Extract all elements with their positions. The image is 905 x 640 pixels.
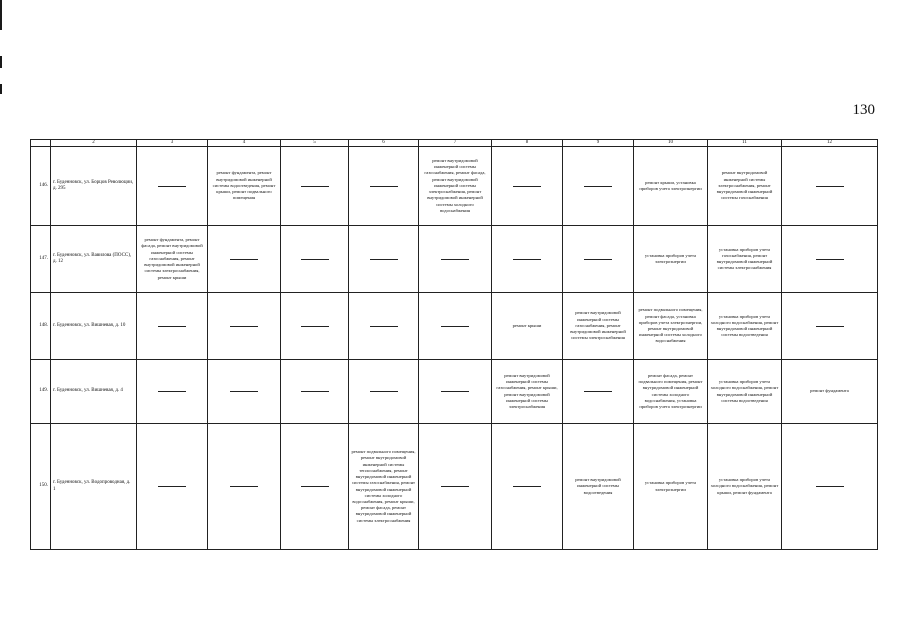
empty-cell-dash [137,360,208,424]
dash-mark [158,186,186,187]
empty-cell-dash [563,226,634,293]
works-cell: ремонт крыши, установка приборов учета электроэнергии [634,147,708,226]
works-cell: ремонт внутридомовой инженерной системы электроснабжения, ремонт внутридомовой инженерной системы газоснабжения [708,147,782,226]
dash-mark [230,486,258,487]
row-number: 148. [31,293,51,360]
address-cell: г. Буденновск, ул. Вишневая, д. 10 [51,293,137,360]
table-row [31,226,878,293]
table-header-row [31,140,878,147]
dash-mark [301,391,329,392]
works-cell: ремонт подвального помещения, ремонт внутридомовой инженерной системы теплоснабжения, ремонт внутридомовой инженерной системы газоснабжения, ремонт внутридомовой инженерной системы холодного водоснабжения, ремонт крыши, ремонт фасада, ремонт внутридомовой инженерной системы электроснабжения [349,424,419,550]
empty-cell-dash [419,226,492,293]
empty-cell-dash [281,293,349,360]
column-number: 3 [137,140,208,147]
empty-cell-dash [563,147,634,226]
dash-mark [158,326,186,327]
table-row [31,293,878,360]
empty-cell-dash [208,360,281,424]
row-number: 149. [31,360,51,424]
dash-mark [158,391,186,392]
dash-mark [301,259,329,260]
dash-mark [370,391,398,392]
address-cell: г. Буденновск, ул. Вавилова (ПОСС), д. 12 [51,226,137,293]
works-cell: установка приборов учета холодного водоснабжения, ремонт крыши, ремонт фундамента [708,424,782,550]
works-cell: ремонт крыши [492,293,563,360]
dash-mark [441,326,469,327]
dash-mark [441,486,469,487]
scan-edge-mark [0,84,2,94]
dash-mark [513,486,541,487]
dash-mark [301,186,329,187]
empty-cell-dash [782,226,878,293]
empty-cell-dash [563,360,634,424]
dash-mark [513,186,541,187]
works-cell: ремонт фундамента, ремонт внутридомовой инженерной системы водоотведения, ремонт крыши, ремонт подвального помещения [208,147,281,226]
dash-mark [370,259,398,260]
column-number: 12 [782,140,878,147]
empty-cell-dash [281,424,349,550]
row-number: 146. [31,147,51,226]
empty-cell-dash [419,293,492,360]
dash-mark [816,326,844,327]
column-number: 5 [281,140,349,147]
dash-mark [370,186,398,187]
empty-cell-dash [492,424,563,550]
dash-mark [816,486,844,487]
dash-mark [230,326,258,327]
works-cell: ремонт внутридомовой инженерной системы водоотведения [563,424,634,550]
empty-cell-dash [782,147,878,226]
column-number: 6 [349,140,419,147]
dash-mark [441,391,469,392]
empty-cell-dash [281,147,349,226]
scan-edge-mark [0,0,2,30]
empty-cell-dash [349,147,419,226]
dash-mark [584,186,612,187]
empty-cell-dash [782,424,878,550]
dash-mark [301,326,329,327]
column-number: 10 [634,140,708,147]
works-cell: установка приборов учета холодного водоснабжения, ремонт внутридомовой инженерной системы водоотведения [708,360,782,424]
address-cell: г. Буденновск, ул. Вишневая, д. 4 [51,360,137,424]
empty-cell-dash [137,293,208,360]
works-cell: установка приборов учета электроэнергии [634,424,708,550]
row-number: 150. [31,424,51,550]
column-number: 11 [708,140,782,147]
dash-mark [301,486,329,487]
empty-cell-dash [492,226,563,293]
dash-mark [816,259,844,260]
empty-cell-dash [208,293,281,360]
works-cell: ремонт внутридомовой инженерной системы газоснабжения, ремонт фасада, ремонт внутридомовой инженерной системы электроснабжения, ремонт внутридомовой инженерной системы холодного водоснабжения [419,147,492,226]
address-cell: г. Буденновск, ул. Водопроводная, д. 1 [51,424,137,550]
column-number: 7 [419,140,492,147]
works-cell: ремонт внутридомовой инженерной системы газоснабжения, ремонт крыши, ремонт внутридомовой инженерной системы электроснабжения [492,360,563,424]
empty-cell-dash [137,147,208,226]
table-row [31,424,878,550]
empty-cell-dash [419,424,492,550]
empty-cell-dash [419,360,492,424]
dash-mark [441,259,469,260]
empty-cell-dash [349,226,419,293]
empty-cell-dash [349,293,419,360]
empty-cell-dash [208,226,281,293]
empty-cell-dash [208,424,281,550]
empty-cell-dash [492,147,563,226]
works-cell: установка приборов учета газоснабжения, ремонт внутридомовой инженерной системы электроснабжения [708,226,782,293]
works-cell: установка приборов учета холодного водоснабжения, ремонт внутридомовой инженерной системы водоотведения [708,293,782,360]
empty-cell-dash [281,360,349,424]
empty-cell-dash [281,226,349,293]
column-number: 9 [563,140,634,147]
dash-mark [230,259,258,260]
table-row [31,360,878,424]
empty-cell-dash [137,424,208,550]
column-number: 2 [51,140,137,147]
row-number: 147. [31,226,51,293]
works-cell: ремонт фундамента, ремонт фасада, ремонт внутридомовой инженерной системы газоснабжения, ремонт внутридомовой инженерной системы электроснабжения, ремонт крыши [137,226,208,293]
address-cell: г. Буденновск, ул. Борцов Революции, д. 295 [51,147,137,226]
schedule-table [30,139,878,550]
works-cell: ремонт подвального помещения, ремонт фасада, установка приборов учета электроэнергии, ремонт внутридомовой инженерной системы холодного водоснабжения [634,293,708,360]
works-cell: установка приборов учета электроэнергии [634,226,708,293]
dash-mark [513,259,541,260]
works-cell: ремонт фасада, ремонт подвального помещения, ремонт внутридомовой инженерной системы холодного водоснабжения, установка приборов учета электроэнергии [634,360,708,424]
column-number: 8 [492,140,563,147]
works-cell: ремонт фундамента [782,360,878,424]
column-number [31,140,51,147]
dash-mark [158,486,186,487]
dash-mark [230,391,258,392]
dash-mark [370,326,398,327]
empty-cell-dash [349,360,419,424]
table-row [31,147,878,226]
column-number: 4 [208,140,281,147]
empty-cell-dash [782,293,878,360]
dash-mark [816,186,844,187]
works-cell: ремонт внутридомовой инженерной системы газоснабжения, ремонт внутридомовой инженерной системы электроснабжения [563,293,634,360]
dash-mark [584,391,612,392]
page-number: 130 [852,102,875,118]
scan-edge-mark [0,56,2,68]
dash-mark [584,259,612,260]
